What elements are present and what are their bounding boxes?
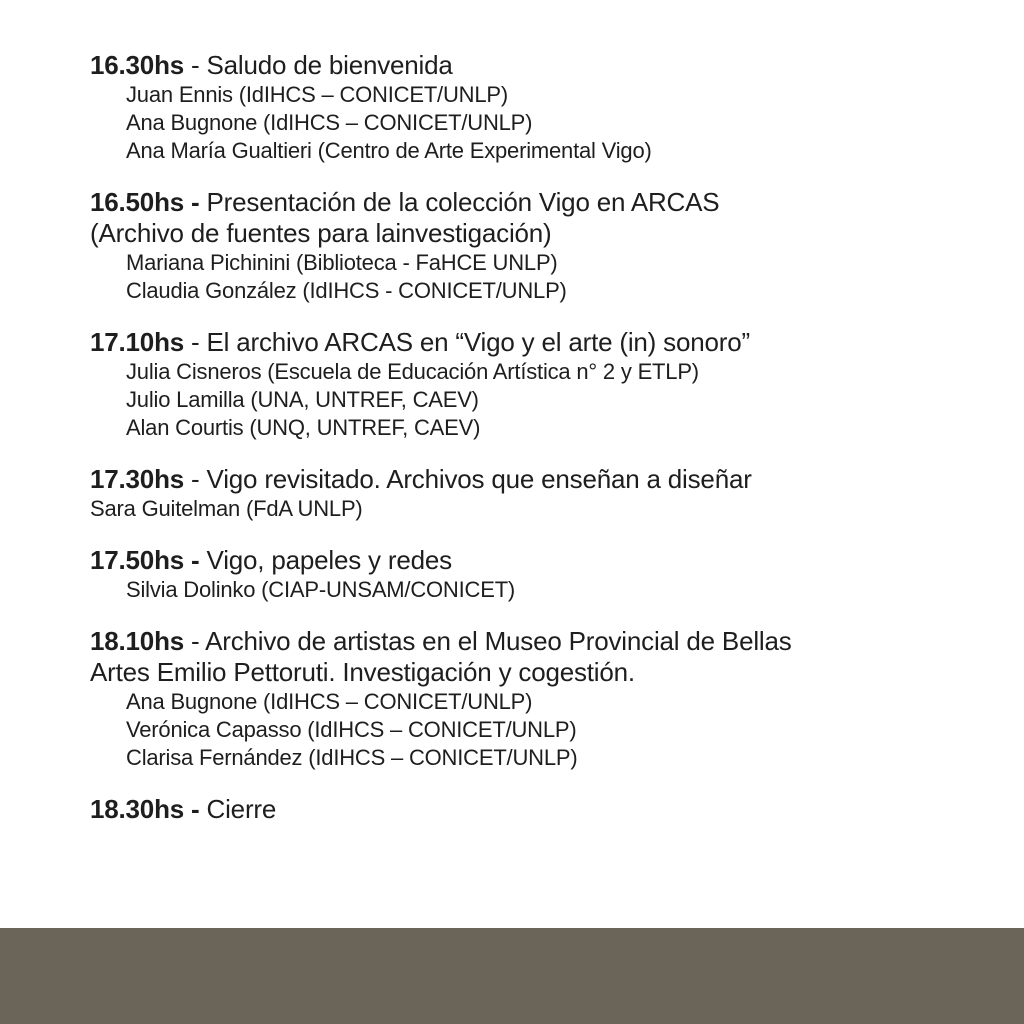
item-title: Cierre xyxy=(206,794,277,824)
item-heading xyxy=(90,626,990,657)
speaker: Julia Cisneros (Escuela de Educación Artística n° 2 y ETLP) xyxy=(126,359,699,384)
schedule-item xyxy=(90,464,990,523)
speaker: Clarisa Fernández (IdIHCS – CONICET/UNLP) xyxy=(126,745,578,770)
item-separator: - xyxy=(184,327,207,357)
item-heading xyxy=(90,50,990,81)
item-heading xyxy=(90,794,990,825)
schedule-item xyxy=(90,327,990,442)
speaker: Ana Bugnone (IdIHCS – CONICET/UNLP) xyxy=(126,689,533,714)
item-time: 17.30hs xyxy=(90,464,185,494)
item-title: Saludo de bienvenida xyxy=(206,50,453,80)
speaker: Silvia Dolinko (CIAP-UNSAM/CONICET) xyxy=(126,577,516,602)
item-separator xyxy=(200,187,207,217)
item-separator: - xyxy=(184,50,207,80)
speaker: Mariana Pichinini (Biblioteca - FaHCE UNLP) xyxy=(126,250,558,275)
item-separator: - xyxy=(184,626,206,656)
item-title-continued: (Archivo de fuentes para lainvestigación) xyxy=(90,218,552,248)
item-title-continued: Artes Emilio Pettoruti. Investigación y cogestión. xyxy=(90,657,635,687)
item-separator xyxy=(200,545,207,575)
item-time: 17.10hs xyxy=(90,327,185,357)
item-heading xyxy=(90,327,990,358)
speaker: Verónica Capasso (IdIHCS – CONICET/UNLP) xyxy=(126,717,577,742)
speaker: Julio Lamilla (UNA, UNTREF, CAEV) xyxy=(126,387,479,412)
speaker: Alan Courtis (UNQ, UNTREF, CAEV) xyxy=(126,415,481,440)
item-time: 18.30hs - xyxy=(90,794,200,824)
item-title: Presentación de la colección Vigo en ARCAS xyxy=(206,187,720,217)
item-heading xyxy=(90,187,990,218)
speaker: Ana Bugnone (IdIHCS – CONICET/UNLP) xyxy=(126,110,533,135)
speaker: Ana María Gualtieri (Centro de Arte Experimental Vigo) xyxy=(126,138,652,163)
item-time: 16.30hs xyxy=(90,50,185,80)
footer-band xyxy=(0,928,1024,1024)
schedule-item xyxy=(90,794,990,825)
item-time: 18.10hs xyxy=(90,626,185,656)
item-separator: - xyxy=(184,464,207,494)
schedule-item xyxy=(90,626,990,772)
speaker: Sara Guitelman (FdA UNLP) xyxy=(90,496,363,521)
schedule-item xyxy=(90,545,990,604)
item-time: 16.50hs - xyxy=(90,187,200,217)
event-schedule xyxy=(90,50,990,847)
item-title: Vigo revisitado. Archivos que enseñan a diseñar xyxy=(206,464,752,494)
item-heading xyxy=(90,464,990,495)
item-title: Vigo, papeles y redes xyxy=(206,545,452,575)
item-heading xyxy=(90,545,990,576)
item-time: 17.50hs - xyxy=(90,545,200,575)
speaker: Claudia González (IdIHCS - CONICET/UNLP) xyxy=(126,278,567,303)
item-title: El archivo ARCAS en “Vigo y el arte (in) sonoro” xyxy=(206,327,750,357)
speaker: Juan Ennis (IdIHCS – CONICET/UNLP) xyxy=(126,82,508,107)
schedule-item xyxy=(90,50,990,165)
item-title: Archivo de artistas en el Museo Provincial de Bellas xyxy=(205,626,792,656)
item-separator xyxy=(200,794,207,824)
schedule-item xyxy=(90,187,990,305)
